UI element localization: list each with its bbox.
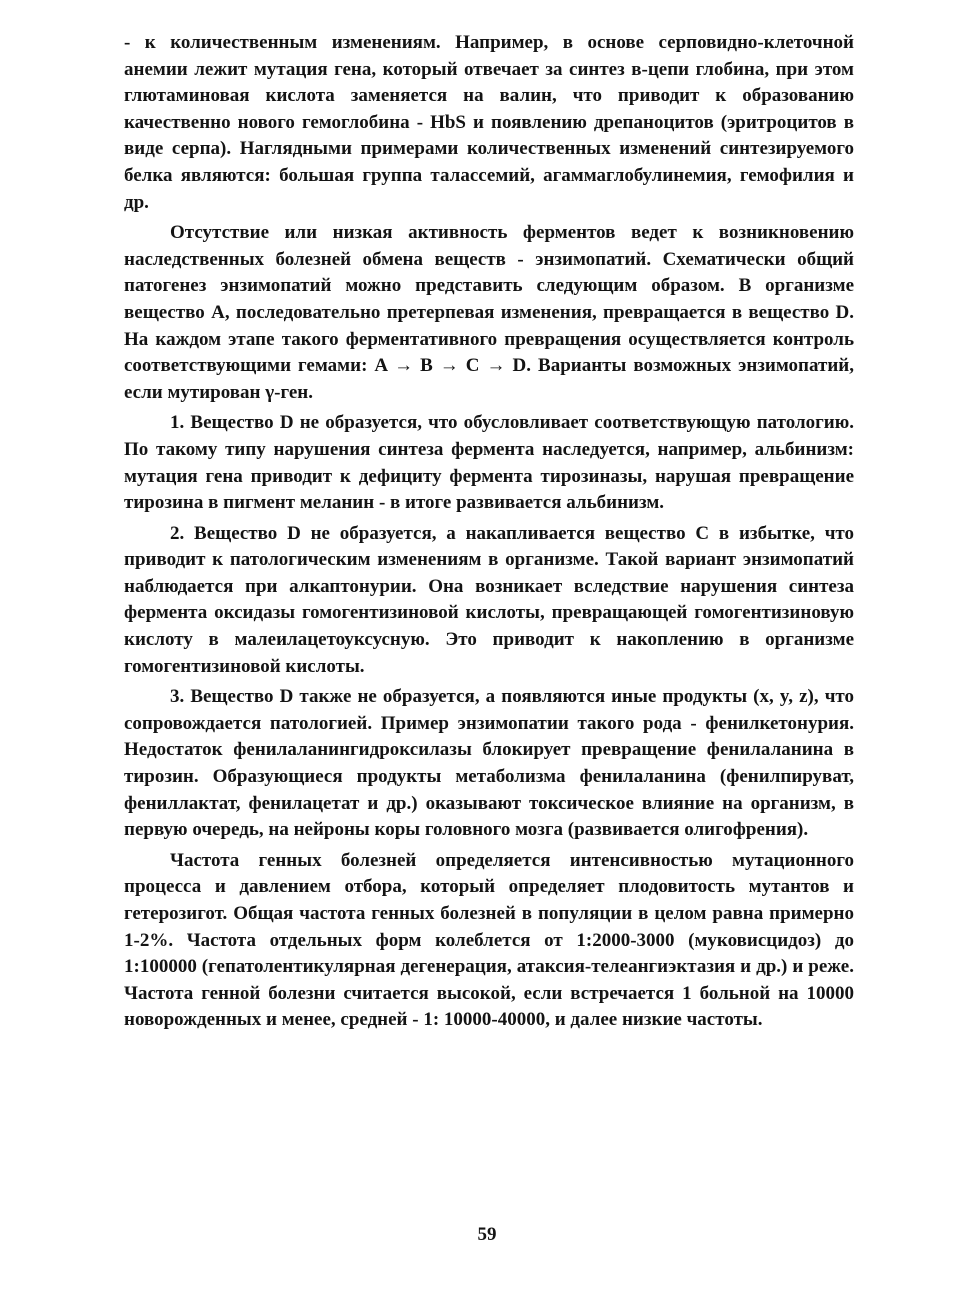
paragraph-continuation: - к количественным изменениям. Например, в основе серповидно-клеточной анемии лежит мутация гена, который отвечает за синтез в-цепи глобина, при этом глютаминовая кислота заменяется на валин, что приводит к образованию качественно нового гемоглобина - HbS и появлению дрепаноцитов (эритроцитов в виде серпа). Наглядными примерами количественных изменений синтезируемого белка являются: большая группа талассемий, агаммаглобулинемия, гемофилия и др. bbox=[124, 32, 854, 213]
page-number: 59 bbox=[477, 1224, 497, 1245]
paragraph-enzymopathies-intro: Отсутствие или низкая активность ферментов ведет к возникновению наследственных болезней обмена веществ - энзимопатий. Схематически общий патогенез энзимопатий можно представить следующим образом. В организме вещество А, последовательно претерпевая изменения, превращается в вещество D. На каждом этапе такого ферментативного превращения осуществляется контроль соответствующими гемами: A → B → C → D. Варианты возможных энзимопатий, если мутирован γ-ген. bbox=[124, 222, 854, 403]
paragraph-frequency: Частота генных болезней определяется интенсивностью мутационного процесса и давлением отбора, который определяет плодовитость мутантов и гетерозигот. Общая частота генных болезней в популяции в целом равна примерно 1-2%. Частота отдельных форм колеблется от 1:2000-3000 (муковисцидоз) до 1:100000 (гепатолентикулярная дегенерация, атаксия-телеангиэктазия и др.) и реже. Частота генной болезни считается высокой, если встречается 1 больной на 10000 новорожденных и менее, средней - 1: 10000-40000, и далее низкие частоты. bbox=[124, 849, 854, 1031]
paragraph-variant-1: 1. Вещество D не образуется, что обусловливает соответствующую патологию. По такому типу нарушения синтеза фермента наследуется, например, альбинизм: мутация гена приводит к дефициту фермента тирозиназы, нарушая превращение тирозина в пигмент меланин - в итоге развивается альбинизм. bbox=[124, 412, 854, 514]
paragraph-variant-2: 2. Вещество D не образуется, а накапливается вещество C в избытке, что приводит к патологическим изменениям в организме. Такой вариант энзимопатий наблюдается при алкаптонурии. Она возникает вследствие нарушения синтеза фермента оксидазы гомогентизиновой кислоты, превращающей гомогентизиновую кислоту в малеилацетоуксусную. Это приводит к накоплению в организме гомогентизиновой кислоты. bbox=[124, 522, 854, 677]
paragraph-variant-3: 3. Вещество D также не образуется, а появляются иные продукты (x, y, z), что сопровождается патологией. Пример энзимопатии такого рода - фенилкетонурия. Недостаток фенилаланингидроксилазы блокирует превращение фенилаланина в тирозин. Образующиеся продукты метаболизма фенилаланина (фенилпируват, фениллактат, фенилацетат и др.) оказывают токсическое влияние на организм, в первую очередь, на нейроны коры головного мозга (развивается олигофрения). bbox=[124, 686, 854, 841]
page-body bbox=[124, 30, 854, 1038]
